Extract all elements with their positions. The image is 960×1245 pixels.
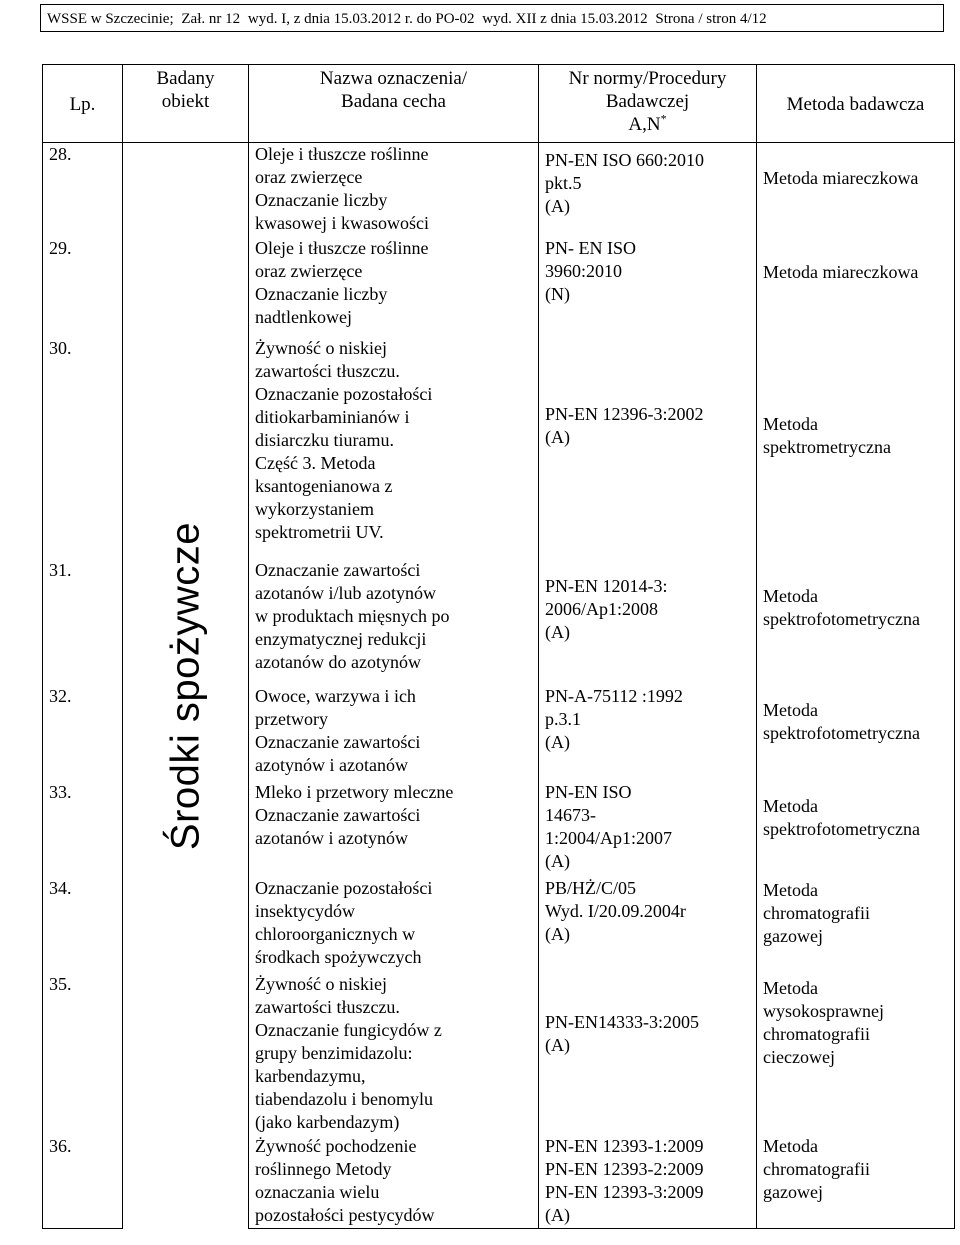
cell-name-line: kwasowej i kwasowości	[255, 213, 429, 233]
cell-lp: 31.	[43, 559, 123, 685]
cell-name-line: w produktach mięsnych po	[255, 605, 450, 626]
cell-name-line: (jako karbendazym)	[255, 1111, 400, 1132]
cell-norm-line: p.3.1	[545, 708, 581, 729]
cell-name-line: Żywność pochodzenie	[255, 1135, 417, 1156]
cell-norm-line: PN-EN 12396-3:2002	[545, 403, 704, 424]
col-header-object: Badany obiekt	[123, 65, 249, 143]
cell-method	[757, 781, 955, 877]
cell-method-line: wysokosprawnej	[763, 1000, 884, 1021]
cell-method-line: gazowej	[763, 1181, 823, 1202]
cell-name	[249, 559, 539, 685]
cell-method	[757, 1135, 955, 1229]
cell-norm-line: (A)	[545, 196, 570, 216]
cell-method-line: Metoda miareczkowa	[763, 261, 919, 282]
cell-method	[757, 237, 955, 337]
cell-name-line: enzymatycznej redukcji	[255, 628, 427, 649]
cell-method	[757, 685, 955, 781]
cell-name-line: zawartości tłuszczu.	[255, 360, 400, 381]
cell-method-line: Metoda	[763, 795, 818, 816]
cell-lp: 29.	[43, 237, 123, 337]
cell-norm-line: PB/HŻ/C/05	[545, 877, 637, 898]
cell-name-line: Owoce, warzywa i ich	[255, 685, 416, 706]
header-org: WSSE w Szczecinie;	[47, 11, 174, 27]
header-attachment: Zał. nr 12	[181, 11, 241, 27]
cell-method-line: spektrofotometryczna	[763, 818, 920, 839]
cell-norm-line: PN- EN ISO	[545, 237, 637, 258]
cell-name-line: karbendazymu,	[255, 1065, 366, 1086]
cell-name-line: Oznaczanie zawartości	[255, 559, 421, 580]
cell-norm-line: 14673-	[545, 804, 596, 825]
cell-name	[249, 237, 539, 337]
cell-name-line: przetwory	[255, 708, 328, 729]
cell-name-line: azotanów i/lub azotynów	[255, 582, 436, 603]
cell-name-line: spektrometrii UV.	[255, 521, 384, 542]
cell-lp: 32.	[43, 685, 123, 781]
cell-method	[757, 877, 955, 973]
cell-norm	[539, 1135, 757, 1229]
cell-method-line: Metoda	[763, 977, 818, 998]
cell-name-line: ksantogenianowa z	[255, 475, 393, 496]
cell-norm-line: PN-A-75112 :1992	[545, 685, 683, 706]
cell-name-line: nadtlenkowej	[255, 306, 352, 327]
cell-norm-line: (A)	[545, 923, 570, 944]
cell-method-line: chromatografii	[763, 902, 870, 923]
cell-name-line: Oznaczanie zawartości	[255, 731, 421, 752]
cell-norm-line: PN-EN14333-3:2005	[545, 1011, 699, 1032]
cell-name	[249, 337, 539, 559]
cell-norm	[539, 781, 757, 877]
cell-method-line: chromatografii	[763, 1023, 870, 1044]
cell-norm	[539, 559, 757, 685]
cell-norm-line: PN-EN 12393-3:2009	[545, 1181, 704, 1202]
col-header-lp: Lp.	[43, 65, 123, 143]
cell-name-line: azotanów i azotynów	[255, 827, 408, 848]
cell-name-line: środkach spożywczych	[255, 946, 422, 967]
cell-method-line: Metoda	[763, 879, 818, 900]
table-row	[43, 143, 955, 237]
cell-method-line: Metoda	[763, 413, 818, 434]
cell-norm-line: Wyd. I/20.09.2004r	[545, 900, 686, 921]
cell-name-line: disiarczku tiuramu.	[255, 429, 394, 450]
cell-lp: 33.	[43, 781, 123, 877]
cell-name-line: ditiokarbaminianów i	[255, 406, 410, 427]
cell-name-line: Mleko i przetwory mleczne	[255, 781, 454, 802]
cell-lp: 30.	[43, 337, 123, 559]
cell-norm-line: 2006/Ap1:2008	[545, 598, 659, 619]
cell-name-line: pozostałości pestycydów	[255, 1204, 435, 1225]
col-header-norm: Nr normy/Procedury Badawczej A,N*	[539, 65, 757, 143]
cell-method-line: spektrometryczna	[763, 436, 891, 457]
cell-norm-line: (N)	[545, 283, 570, 304]
cell-norm-line: (A)	[545, 621, 570, 642]
cell-norm	[539, 877, 757, 973]
cell-name-line: Oznaczanie zawartości	[255, 804, 421, 825]
cell-norm-line: (A)	[545, 1204, 570, 1225]
cell-name-line: Oznaczanie pozostałości	[255, 877, 433, 898]
cell-method-line: spektrofotometryczna	[763, 722, 920, 743]
cell-name-line: Oleje i tłuszcze roślinne	[255, 144, 429, 164]
cell-method-line: Metoda	[763, 1135, 818, 1156]
cell-name-line: zawartości tłuszczu.	[255, 996, 400, 1017]
cell-name-line: chloroorganicznych w	[255, 923, 416, 944]
cell-norm-line: PN-EN 12393-1:2009	[545, 1135, 704, 1156]
cell-method-line: Metoda miareczkowa	[763, 168, 919, 188]
cell-norm-line: (A)	[545, 850, 570, 871]
cell-name-line: Część 3. Metoda	[255, 452, 376, 473]
cell-name-line: Oleje i tłuszcze roślinne	[255, 237, 429, 258]
cell-name	[249, 781, 539, 877]
cell-norm	[539, 237, 757, 337]
cell-lp: 28.	[43, 143, 123, 237]
cell-name-line: roślinnego Metody	[255, 1158, 392, 1179]
cell-method-line: cieczowej	[763, 1046, 835, 1067]
cell-object	[123, 143, 249, 1229]
cell-norm-line: (A)	[545, 1034, 570, 1055]
page-header	[40, 4, 944, 32]
cell-norm	[539, 973, 757, 1135]
cell-method	[757, 337, 955, 559]
cell-norm-line: (A)	[545, 426, 570, 447]
cell-name-line: oznaczania wielu	[255, 1181, 380, 1202]
header-edition: wyd. I, z dnia 15.03.2012 r. do PO-02	[247, 11, 475, 27]
table-header-row	[43, 65, 955, 143]
object-label: Środki spożywcze	[163, 521, 207, 850]
col-header-method: Metoda badawcza	[757, 65, 955, 143]
cell-norm-line: PN-EN 12393-2:2009	[545, 1158, 704, 1179]
cell-method-line: gazowej	[763, 925, 823, 946]
cell-name-line: oraz zwierzęce	[255, 167, 363, 187]
cell-name-line: azotanów do azotynów	[255, 651, 421, 672]
cell-method-line: Metoda	[763, 699, 818, 720]
cell-name	[249, 143, 539, 237]
header-page: Strona / stron 4/12	[655, 11, 767, 27]
cell-name	[249, 685, 539, 781]
cell-norm	[539, 337, 757, 559]
header-edition2: wyd. XII z dnia 15.03.2012	[482, 11, 648, 27]
cell-norm-line: (A)	[545, 731, 570, 752]
cell-lp: 34.	[43, 877, 123, 973]
cell-method-line: spektrofotometryczna	[763, 608, 920, 629]
cell-name-line: insektycydów	[255, 900, 355, 921]
cell-name-line: tiabendazolu i benomylu	[255, 1088, 433, 1109]
cell-name-line: Oznaczanie fungicydów z	[255, 1019, 442, 1040]
cell-name-line: Oznaczanie liczby	[255, 283, 388, 304]
cell-name-line: Żywność o niskiej	[255, 337, 387, 358]
cell-name-line: grupy benzimidazolu:	[255, 1042, 413, 1063]
cell-norm	[539, 143, 757, 237]
cell-norm-line: PN-EN ISO 660:2010	[545, 150, 705, 170]
methods-table	[42, 64, 955, 1229]
cell-norm-line: 3960:2010	[545, 260, 623, 281]
cell-lp: 36.	[43, 1135, 123, 1229]
cell-name-line: oraz zwierzęce	[255, 260, 363, 281]
cell-name-line: Oznaczanie pozostałości	[255, 383, 433, 404]
cell-method	[757, 143, 955, 237]
cell-method	[757, 973, 955, 1135]
cell-method-line: Metoda	[763, 585, 818, 606]
col-header-name: Nazwa oznaczenia/ Badana cecha	[249, 65, 539, 143]
cell-name	[249, 973, 539, 1135]
cell-norm	[539, 685, 757, 781]
cell-norm-line: PN-EN 12014-3:	[545, 575, 668, 596]
cell-name	[249, 1135, 539, 1229]
cell-name	[249, 877, 539, 973]
cell-name-line: wykorzystaniem	[255, 498, 374, 519]
cell-name-line: Oznaczanie liczby	[255, 190, 388, 210]
cell-norm-line: PN-EN ISO	[545, 781, 632, 802]
cell-norm-line: 1:2004/Ap1:2007	[545, 827, 673, 848]
cell-name-line: azotynów i azotanów	[255, 754, 408, 775]
cell-method-line: chromatografii	[763, 1158, 870, 1179]
cell-lp: 35.	[43, 973, 123, 1135]
cell-method	[757, 559, 955, 685]
cell-norm-line: pkt.5	[545, 173, 582, 193]
cell-name-line: Żywność o niskiej	[255, 973, 387, 994]
